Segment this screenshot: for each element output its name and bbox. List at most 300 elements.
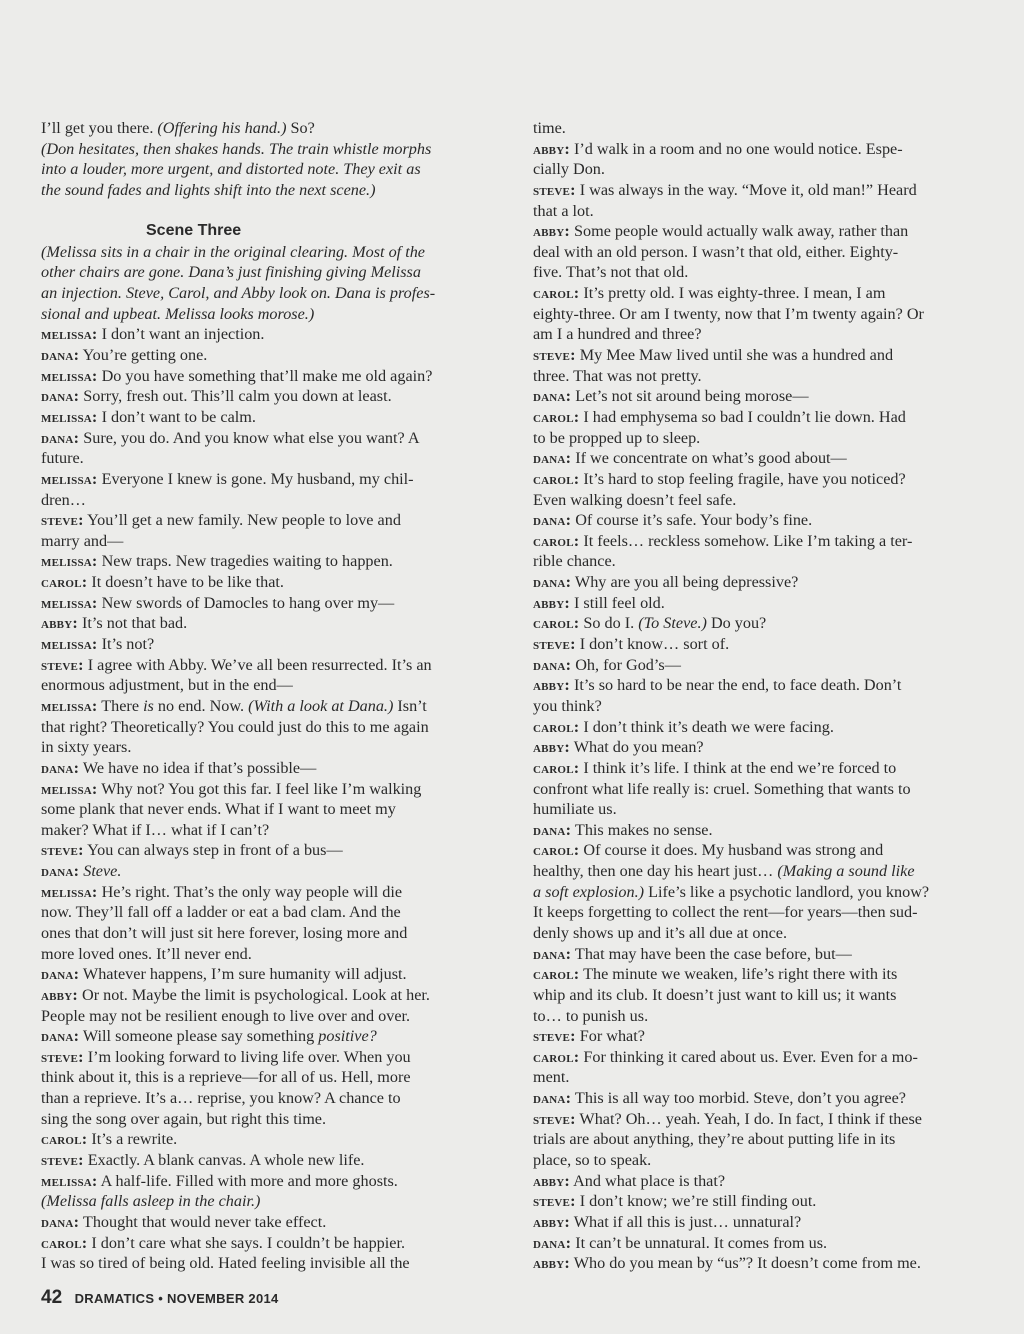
text-line [41,593,491,614]
dialogue-text: think about it, this is a reprieve—for all of us. Hell, more [41,1068,411,1087]
dialogue-text: confront what life really is: cruel. Something that wants to [533,779,911,798]
dialogue-text: This is all way too morbid. Steve, don’t you agree? [571,1089,906,1108]
text-line [533,386,983,407]
text-line [41,159,491,180]
speaker-name: melissa: [41,882,98,901]
text-line [533,551,983,572]
dialogue-text: cially Don. [533,160,605,179]
dialogue-text: that a lot. [533,201,594,220]
dialogue-text: I was so tired of being old. Hated feeling invisible all the [41,1254,410,1273]
speaker-name: abby: [533,676,570,695]
stage-direction: the sound fades and lights shift into the next scene.) [41,180,376,199]
speaker-name: dana: [533,944,572,963]
text-line [533,242,983,263]
dialogue-text: Why not? You got this far. I feel like I’m walking [97,779,422,798]
text-line [533,448,983,469]
stage-direction: positive? [318,1027,377,1046]
speaker-name: melissa: [41,552,98,571]
dialogue-text: There [97,696,144,715]
text-line [41,139,491,160]
stage-direction: into a louder, more urgent, and distorted note. They exit as [41,160,421,179]
text-line [533,717,983,738]
dialogue-text: For what? [575,1027,645,1046]
dialogue-text: rible chance. [533,552,616,571]
text-line [533,1233,983,1254]
text-line [533,1088,983,1109]
dialogue-text: I’m looking forward to living life over. When you [83,1047,411,1066]
speaker-name: abby: [533,1254,570,1273]
speaker-name: melissa: [41,593,98,612]
text-line [533,1253,983,1274]
dialogue-text: For thinking it cared about us. Ever. Even for a mo- [579,1047,918,1066]
dialogue-text: eighty-three. Or am I twenty, now that I’m twenty again? Or [533,304,924,323]
dialogue-text: some plank that never ends. What if I want to meet my [41,800,396,819]
text-line [533,799,983,820]
text-line [533,118,983,139]
speaker-name: dana: [533,573,572,592]
text-line [41,1233,491,1254]
dialogue-text: to… to punish us. [533,1006,649,1025]
dialogue-text: denly shows up and it’s all due at once. [533,923,788,942]
dialogue-text: What? Oh… yeah. Yeah, I do. In fact, I think if these [575,1109,922,1128]
dialogue-text: He’s right. That’s the only way people will die [97,882,403,901]
dialogue-text: I was always in the way. “Move it, old man!” Heard [575,180,917,199]
dialogue-text: than a reprieve. It’s a… reprise, you know? A chance to [41,1089,401,1108]
text-line [533,221,983,242]
page-footer [41,1287,279,1309]
text-line [41,180,491,201]
dialogue-text: you think? [533,696,602,715]
stage-direction: sional and upbeat. Melissa looks morose.) [41,304,315,323]
text-line [41,1212,491,1233]
speaker-name: dana: [41,862,80,881]
text-line [41,531,491,552]
text-line [41,1047,491,1068]
text-line [533,923,983,944]
page-number: 42 [41,1287,63,1308]
dialogue-text: Or not. Maybe the limit is psychological. Look at her. [77,985,430,1004]
text-line [533,675,983,696]
dialogue-text: sing the song over again, but right this time. [41,1109,327,1128]
dialogue-text: Do you have something that’ll make me old again? [97,366,433,385]
text-line [41,1006,491,1027]
dialogue-text: I don’t care what she says. I couldn’t be happier. [87,1233,405,1252]
text-line [533,593,983,614]
text-line [41,717,491,738]
speaker-name: carol: [533,469,580,488]
text-line [41,572,491,593]
text-line [41,882,491,903]
dialogue-text: This makes no sense. [571,820,713,839]
dialogue-text: Of course it’s safe. Your body’s fine. [571,511,813,530]
text-line [533,1129,983,1150]
dialogue-text: I agree with Abby. We’ve all been resurrected. It’s an [83,655,432,674]
scene-heading [41,221,491,242]
text-line [533,1150,983,1171]
speaker-name: dana: [533,655,572,674]
speaker-name: dana: [41,965,80,984]
speaker-name: carol: [533,841,580,860]
speaker-name: abby: [533,222,570,241]
scene-title: Scene Three [146,222,242,240]
text-line [41,1191,491,1212]
text-line [533,531,983,552]
dialogue-text: So? [286,119,315,137]
text-line [41,861,491,882]
stage-direction: (To Steve.) [638,614,707,633]
speaker-name: steve: [41,841,84,860]
stage-direction: Steve. [83,862,122,881]
text-line [533,469,983,490]
stage-direction: other chairs are gone. Dana’s just finishing giving Melissa [41,263,421,282]
dialogue-text: maker? What if I… what if I can’t? [41,820,270,839]
text-line [533,283,983,304]
text-line [533,510,983,531]
speaker-name: melissa: [41,407,98,426]
text-line [533,345,983,366]
dialogue-text: enormous adjustment, but in the end— [41,676,293,695]
text-line [41,242,491,263]
text-line [41,779,491,800]
speaker-name: abby: [533,1212,570,1231]
dialogue-text: You can always step in front of a bus— [83,841,343,860]
text-line [41,923,491,944]
text-line [533,428,983,449]
text-line [533,159,983,180]
dialogue-text: to be propped up to sleep. [533,428,701,447]
speaker-name: abby: [41,614,78,633]
speaker-name: dana: [41,1212,80,1231]
dialogue-text: Do you? [706,614,767,633]
dialogue-text: Whatever happens, I’m sure humanity will adjust. [79,965,407,984]
dialogue-text: That may have been the case before, but— [571,944,852,963]
speaker-name: dana: [533,449,572,468]
text-line [41,304,491,325]
dialogue-text: It’s not that bad. [77,614,188,633]
dialogue-text: Thought that would never take effect. [79,1212,327,1231]
text-line [41,1129,491,1150]
speaker-name: dana: [533,1233,572,1252]
text-line [533,861,983,882]
speaker-name: melissa: [41,469,98,488]
dialogue-text: three. That was not pretty. [533,366,702,385]
dialogue-text: trials are about anything, they’re about putting life in its [533,1130,896,1149]
speaker-name: melissa: [41,696,98,715]
left-column [41,118,491,1274]
dialogue-text: I don’t want to be calm. [97,407,256,426]
dialogue-text: Everyone I knew is gone. My husband, my chil- [97,469,414,488]
text-line [41,985,491,1006]
speaker-name: steve: [41,655,84,674]
dialogue-text: ment. [533,1068,570,1087]
text-line [41,448,491,469]
dialogue-text: dren… [41,490,86,509]
dialogue-text: Even walking doesn’t feel safe. [533,490,737,509]
speaker-name: steve: [533,180,576,199]
stage-direction: (Melissa falls asleep in the chair.) [41,1192,261,1211]
dialogue-text: We have no idea if that’s possible— [79,758,317,777]
speaker-name: dana: [41,758,80,777]
dialogue-text: Why are you all being depressive? [571,573,799,592]
text-line [41,386,491,407]
dialogue-text: I don’t know… sort of. [575,635,730,654]
text-line [41,118,491,139]
dialogue-text: marry and— [41,531,124,550]
speaker-name: abby: [41,985,78,1004]
text-line [41,407,491,428]
dialogue-text: And what place is that? [569,1171,726,1190]
text-line [533,882,983,903]
magazine-issue: DRAMATICS • NOVEMBER 2014 [74,1291,279,1306]
text-line [533,737,983,758]
dialogue-text: future. [41,449,84,468]
speaker-name: dana: [533,820,572,839]
text-line [533,696,983,717]
text-line [533,840,983,861]
stage-direction: (With a look at Dana.) [248,696,394,715]
text-line [41,613,491,634]
text-line [533,324,983,345]
speaker-name: steve: [41,1151,84,1170]
dialogue-text: It doesn’t have to be like that. [87,573,284,592]
speaker-name: carol: [533,758,580,777]
speaker-name: abby: [533,738,570,757]
dialogue-text: People may not be resilient enough to live over and over. [41,1006,411,1025]
speaker-name: dana: [41,346,80,365]
right-column [533,118,983,1274]
speaker-name: carol: [533,531,580,550]
dialogue-text: Sorry, fresh out. This’ll calm you down at least. [79,387,392,406]
text-line [41,510,491,531]
dialogue-text: I’d walk in a room and no one would notice. Espe- [569,139,903,158]
speaker-name: carol: [41,573,88,592]
text-line [533,655,983,676]
speaker-name: carol: [533,965,580,984]
speaker-name: abby: [533,593,570,612]
dialogue-text: I think it’s life. I think at the end we’re forced to [579,758,897,777]
dialogue-text: more loved ones. It’ll never end. [41,944,252,963]
dialogue-text: What if all this is just… unnatural? [569,1212,802,1231]
text-line [41,490,491,511]
text-line [41,1150,491,1171]
text-line [533,1109,983,1130]
dialogue-text: So do I. [579,614,639,633]
dialogue-text: Of course it does. My husband was strong and [579,841,884,860]
text-line [533,613,983,634]
dialogue-text: If we concentrate on what’s good about— [571,449,847,468]
text-line [41,283,491,304]
stage-direction: a soft explosion.) [533,882,645,901]
dialogue-text: Who do you mean by “us”? It doesn’t come from me. [569,1254,921,1273]
text-line [533,985,983,1006]
dialogue-text: A half-life. Filled with more and more ghosts. [97,1171,398,1190]
text-line [41,737,491,758]
text-line [41,428,491,449]
text-line [533,902,983,923]
text-line [41,1026,491,1047]
text-line [41,324,491,345]
dialogue-text: You’ll get a new family. New people to love and [83,511,401,530]
speaker-name: carol: [41,1130,88,1149]
speaker-name: abby: [533,1171,570,1190]
speaker-name: carol: [533,614,580,633]
speaker-name: dana: [41,387,80,406]
text-line [41,1253,491,1274]
text-line [41,655,491,676]
dialogue-text: five. That’s not that old. [533,263,689,282]
text-line [533,490,983,511]
text-line [533,407,983,428]
speaker-name: melissa: [41,325,98,344]
speaker-name: dana: [41,428,80,447]
dialogue-text: time. [533,119,566,137]
text-line [41,551,491,572]
text-line [41,1088,491,1109]
text-line [533,1212,983,1233]
text-line [533,964,983,985]
dialogue-text: Some people would actually walk away, rather than [569,222,909,241]
text-line [533,758,983,779]
stage-direction: (Melissa sits in a chair in the original clearing. Most of the [41,242,425,261]
text-line [533,304,983,325]
text-line [41,820,491,841]
text-line [533,1067,983,1088]
speaker-name: melissa: [41,366,98,385]
dialogue-text: that right? Theoretically? You could just do this to me again [41,717,429,736]
text-line [533,944,983,965]
text-line [533,820,983,841]
text-line [41,1067,491,1088]
dialogue-text: place, so to speak. [533,1151,652,1170]
stage-direction: (Making a sound like [777,862,915,881]
text-line [41,696,491,717]
dialogue-text: Let’s not sit around being morose— [571,387,809,406]
dialogue-text: It’s not? [97,635,155,654]
text-line [41,675,491,696]
speaker-name: steve: [533,635,576,654]
dialogue-text: healthy, then one day his heart just… [533,862,778,881]
text-line [41,758,491,779]
dialogue-text: It keeps forgetting to collect the rent—for years—then sud- [533,903,918,922]
speaker-name: melissa: [41,635,98,654]
dialogue-text: in sixty years. [41,738,132,757]
speaker-name: steve: [533,1192,576,1211]
dialogue-text: My Mee Maw lived until she was a hundred and [575,346,894,365]
text-line [533,779,983,800]
dialogue-text: New swords of Damocles to hang over my— [97,593,395,612]
dialogue-text: I still feel old. [569,593,665,612]
speaker-name: dana: [533,387,572,406]
dialogue-text: New traps. New tragedies waiting to happen. [97,552,393,571]
text-line [533,1047,983,1068]
dialogue-text: Oh, for God’s— [571,655,681,674]
dialogue-text: whip and its club. It doesn’t just want to kill us; it wants [533,985,897,1004]
dialogue-text: humiliate us. [533,800,617,819]
text-line [41,1109,491,1130]
text-line [533,1006,983,1027]
text-line [533,1171,983,1192]
speaker-name: abby: [533,139,570,158]
dialogue-text: Sure, you do. And you know what else you want? A [79,428,420,447]
dialogue-text: Life’s like a psychotic landlord, you know? [644,882,930,901]
text-line [533,634,983,655]
text-line [41,366,491,387]
text-line [533,262,983,283]
dialogue-text: deal with an old person. I wasn’t that old, either. Eighty- [533,242,899,261]
dialogue-text: It’s pretty old. I was eighty-three. I mean, I am [579,284,886,303]
speaker-name: carol: [533,717,580,736]
dialogue-text: am I a hundred and three? [533,325,702,344]
dialogue-text: I don’t think it’s death we were facing. [579,717,834,736]
dialogue-text: It’s so hard to be near the end, to face death. Don’t [569,676,902,695]
text-line [533,1191,983,1212]
dialogue-text: It’s hard to stop feeling fragile, have you noticed? [579,469,906,488]
stage-direction: (Offering his hand.) [157,119,287,137]
stage-direction: (Don hesitates, then shakes hands. The train whistle morphs [41,139,432,158]
speaker-name: steve: [533,1109,576,1128]
text-line [533,572,983,593]
speaker-name: dana: [41,1027,80,1046]
speaker-name: steve: [533,346,576,365]
text-line [41,799,491,820]
speaker-name: melissa: [41,1171,98,1190]
text-line [41,840,491,861]
dialogue-text: What do you mean? [569,738,704,757]
dialogue-text: I don’t know; we’re still finding out. [575,1192,817,1211]
text-line [41,964,491,985]
dialogue-text: now. They’ll fall off a ladder or eat a bad clam. And the [41,903,401,922]
speaker-name: carol: [533,407,580,426]
dialogue-text: It’s a rewrite. [87,1130,178,1149]
text-line [41,944,491,965]
dialogue-text: I don’t want an injection. [97,325,265,344]
stage-direction: an injection. Steve, Carol, and Abby look on. Dana is profes- [41,284,436,303]
speaker-name: melissa: [41,779,98,798]
dialogue-text: The minute we weaken, life’s right there with its [579,965,898,984]
dialogue-text: You’re getting one. [79,346,208,365]
text-line [533,139,983,160]
dialogue-text: no end. Now. [153,696,249,715]
speaker-name: dana: [533,1089,572,1108]
text-line [41,201,491,222]
text-line [41,634,491,655]
text-line [533,201,983,222]
text-line [533,180,983,201]
speaker-name: dana: [533,511,572,530]
text-line [41,262,491,283]
text-line [41,345,491,366]
speaker-name: steve: [533,1027,576,1046]
speaker-name: carol: [41,1233,88,1252]
text-line [533,1026,983,1047]
dialogue-text: I’ll get you there. [41,119,158,137]
dialogue-text: ones that don’t will just sit here forever, losing more and [41,923,408,942]
text-line [41,469,491,490]
dialogue-text: I had emphysema so bad I couldn’t lie down. Had [579,407,906,426]
text-line [41,1171,491,1192]
dialogue-text: It feels… reckless somehow. Like I’m taking a ter- [579,531,913,550]
stage-direction: is [143,696,154,715]
speaker-name: steve: [41,511,84,530]
dialogue-text: Exactly. A blank canvas. A whole new life. [83,1151,365,1170]
text-line [533,366,983,387]
dialogue-text: It can’t be unnatural. It comes from us. [571,1233,828,1252]
dialogue-text: Isn’t [393,696,427,715]
speaker-name: steve: [41,1047,84,1066]
text-line [41,902,491,923]
speaker-name: carol: [533,284,580,303]
speaker-name: carol: [533,1047,580,1066]
